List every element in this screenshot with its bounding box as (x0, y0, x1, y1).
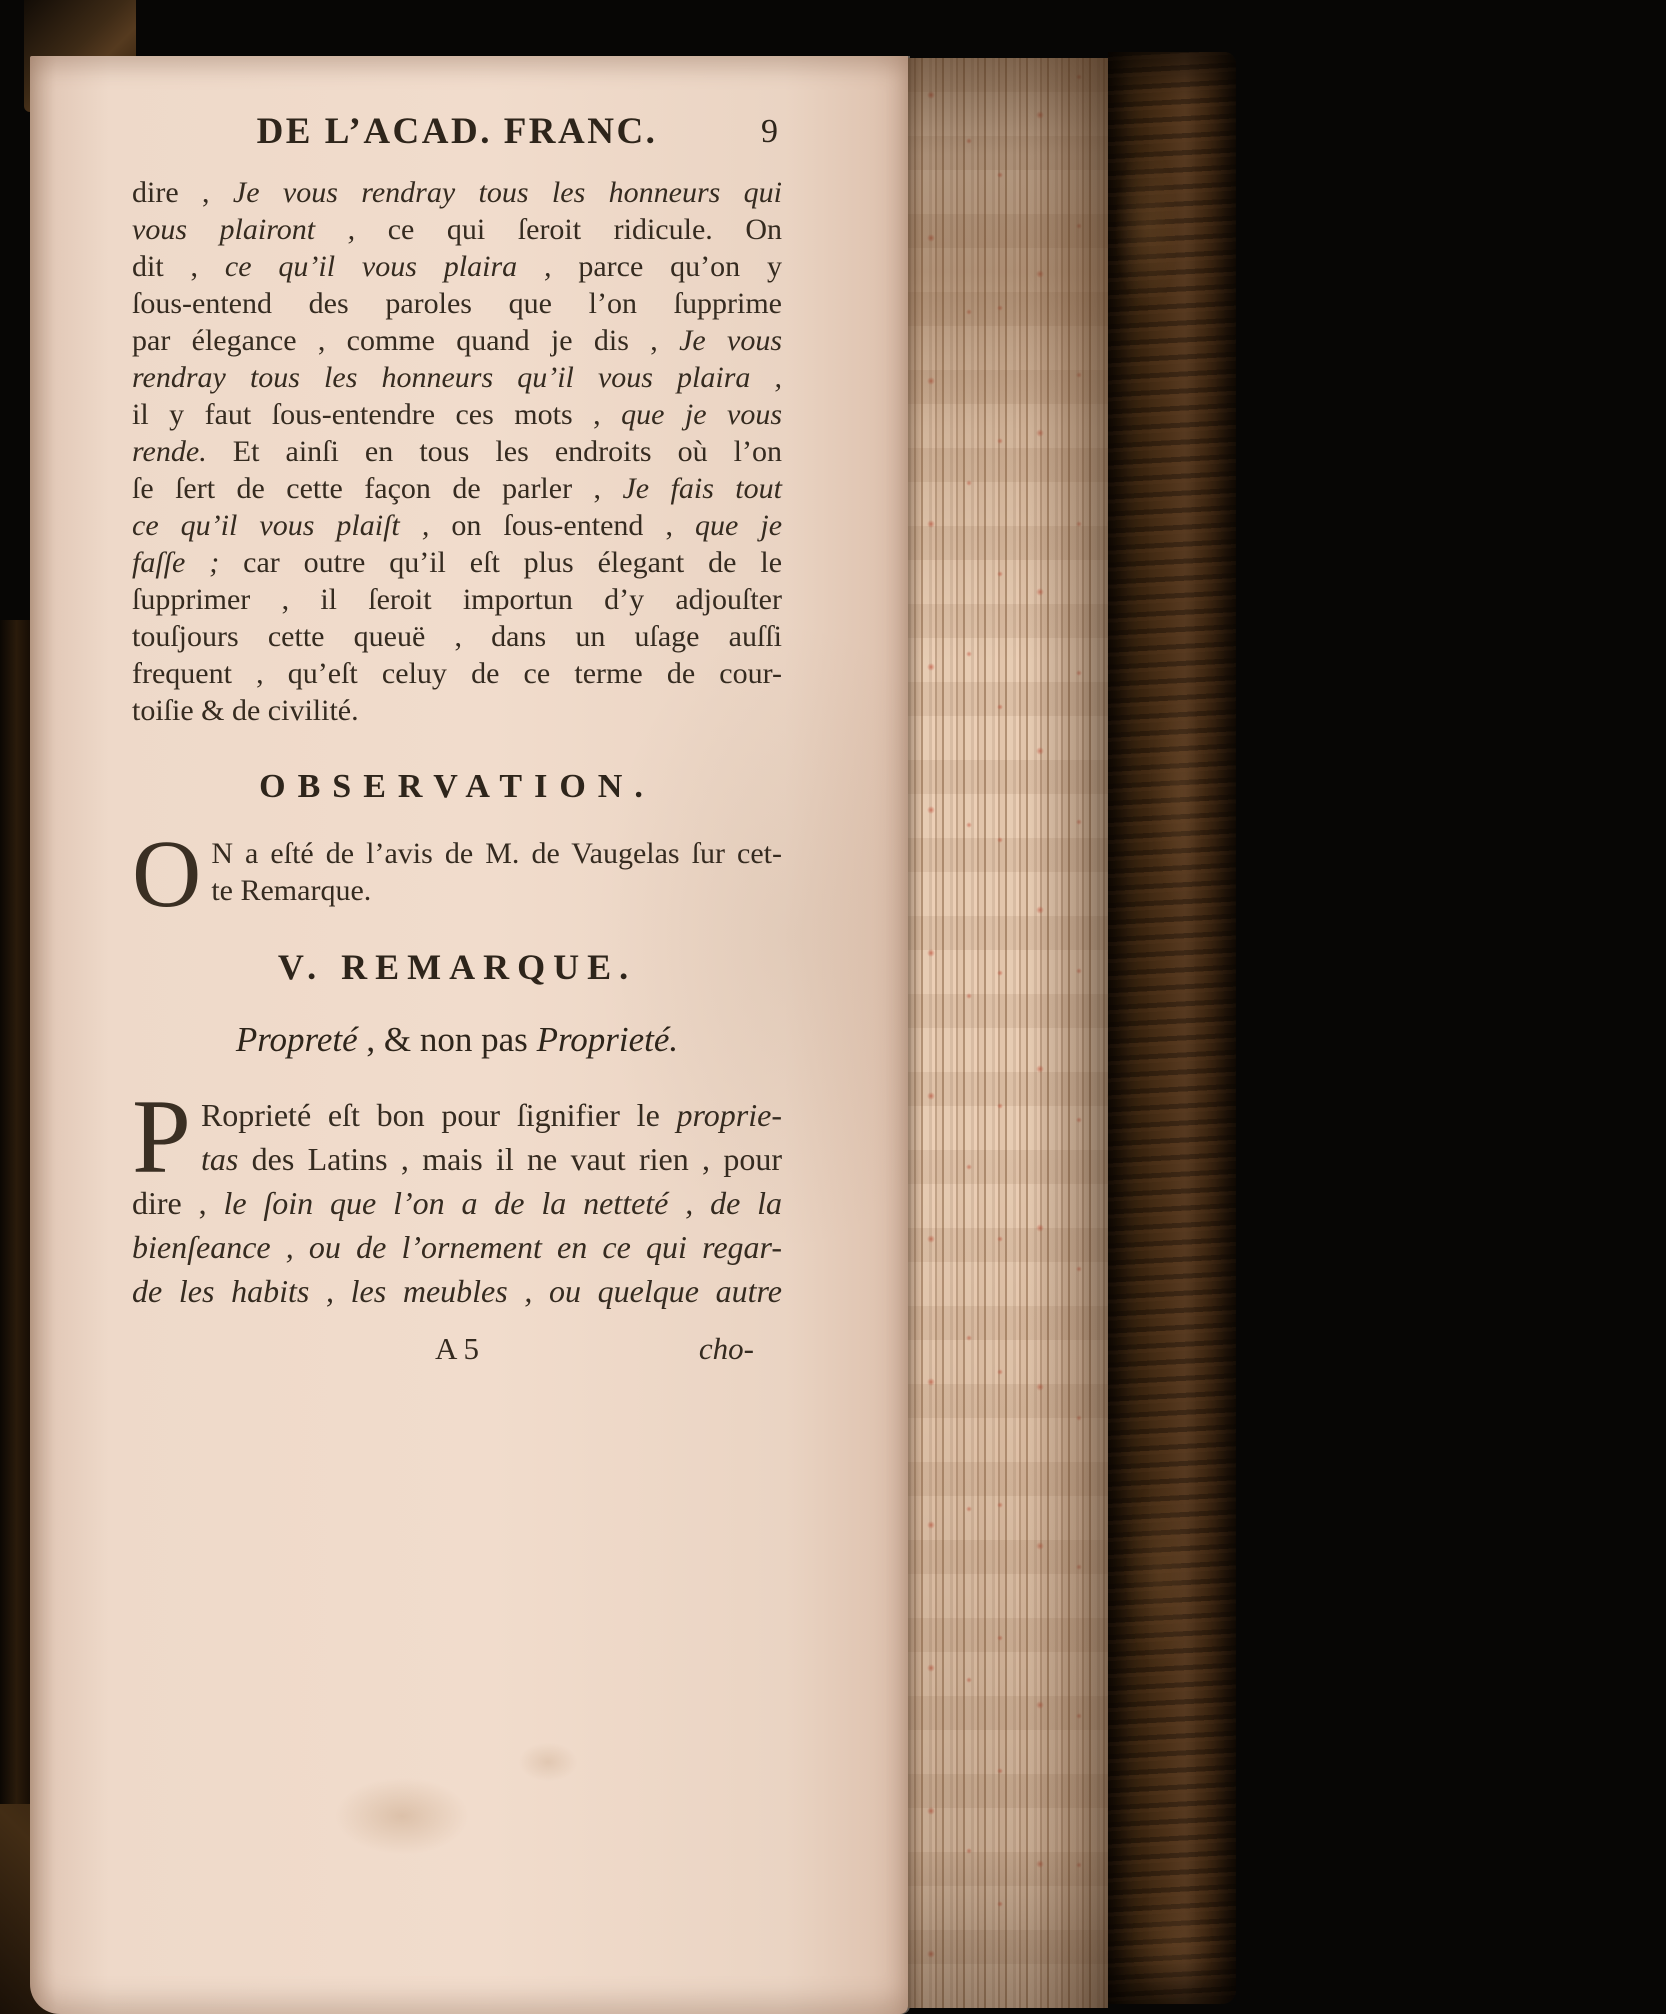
roman-run: parce qu’on y (578, 250, 782, 283)
roman-run: te Remarque. (211, 874, 372, 907)
roman-run: des Latins , mais il ne vaut rien , pour (251, 1141, 783, 1177)
text-line (132, 1269, 782, 1313)
observation-paragraph (132, 820, 782, 927)
page-header (132, 110, 782, 154)
text-line (132, 581, 782, 618)
book-page (30, 56, 908, 2014)
signature-line (132, 1329, 782, 1369)
italic-run: Je vous (679, 324, 783, 357)
roman-run: ſe ſert de cette façon de parler , (132, 472, 623, 505)
catchword: cho- (698, 1331, 754, 1366)
roman-run: , & non pas (357, 1020, 537, 1059)
italic-run: Propreté (235, 1020, 358, 1059)
page-number: 9 (761, 113, 778, 150)
text-line (132, 248, 782, 285)
italic-run: vous plairont , (132, 213, 388, 246)
text-line (132, 618, 782, 655)
italic-run: rendray tous les honneurs qu’il vous plaira , (132, 361, 782, 394)
italic-run: de les habits , les meubles , ou quelque autre (132, 1273, 782, 1309)
page-block-fore-edge (908, 58, 1108, 2008)
text-line (132, 507, 782, 544)
text-line (132, 470, 782, 507)
running-title: DE L’ACAD. FRANC. (256, 111, 658, 152)
leather-spine (1108, 52, 1236, 2004)
roman-run: frequent , qu’eſt celuy de ce terme de cour- (132, 657, 782, 690)
text-line (132, 322, 782, 359)
text-line (132, 433, 782, 470)
roman-run: on ſous-entend , (451, 509, 695, 542)
italic-run: Proprieté. (536, 1020, 679, 1059)
text-line (132, 692, 782, 729)
roman-run: toiſie & de civilité. (132, 694, 359, 727)
text-line (132, 544, 782, 581)
text-line (132, 1225, 782, 1269)
section-heading-observation: OBSERVATION. (259, 768, 655, 805)
text-line (132, 872, 782, 909)
roman-run: dire , (132, 1185, 224, 1221)
text-line (132, 1093, 782, 1137)
remarque-subheading (132, 1017, 782, 1063)
roman-run: car outre qu’il eſt plus élegant de le (243, 546, 783, 579)
text-line (132, 285, 782, 322)
roman-run: dire , (132, 176, 233, 209)
roman-run: dit , (132, 250, 225, 283)
drop-cap-p: P (132, 1078, 191, 1195)
roman-run: il y faut ſous-entendre ces mots , (132, 398, 622, 431)
roman-run: ſupprimer , il ſeroit importun d’y adjouſter (132, 583, 782, 616)
body-paragraph (132, 174, 782, 729)
remarque-paragraph (132, 1078, 783, 1313)
drop-cap-o: O (132, 820, 202, 927)
roman-run: ſous-entend des paroles que l’on ſupprime (132, 287, 782, 320)
italic-run: ce qu’il vous plaira , (224, 250, 579, 283)
roman-run: N a eſté de l’avis de M. de Vaugelas ſur cet- (211, 837, 782, 870)
section-heading-remarque: V. REMARQUE. (277, 947, 637, 987)
roman-run: touſjours cette queuë , dans un uſage auſſi (132, 620, 782, 653)
text-line (132, 359, 782, 396)
italic-run: tas (200, 1141, 252, 1177)
italic-run: Je vous rendray tous les honneurs qui (232, 176, 783, 209)
signature-mark: A 5 (435, 1331, 479, 1366)
italic-run: le ſoin que l’on a de la netteté , de la (223, 1185, 783, 1221)
remarque-lines (132, 1078, 783, 1313)
italic-run: Je fais tout (622, 472, 782, 505)
italic-run: proprie- (676, 1097, 782, 1133)
text-line (132, 211, 782, 248)
observation-lines (132, 820, 782, 927)
printed-text-block (132, 110, 782, 1369)
text-line (132, 1137, 782, 1181)
italic-run: que je vous (621, 398, 782, 431)
roman-run: par élegance , comme quand je dis , (132, 324, 680, 357)
italic-run: que je (695, 509, 783, 542)
text-line (132, 835, 782, 872)
text-line (132, 655, 782, 692)
italic-run: faſſe ; (132, 546, 244, 579)
roman-run: Roprieté eſt bon pour ſignifier le (200, 1097, 677, 1133)
text-line (132, 174, 782, 211)
italic-run: ce qu’il vous plaiſt , (132, 509, 452, 542)
italic-run: rende. (132, 435, 233, 468)
text-line (132, 1181, 782, 1225)
roman-run: Et ainſi en tous les endroits où l’on (232, 435, 782, 468)
italic-run: bienſeance , ou de l’ornement en ce qui regar- (132, 1229, 782, 1265)
roman-run: ce qui ſeroit ridicule. On (387, 213, 782, 246)
text-line (132, 396, 782, 433)
